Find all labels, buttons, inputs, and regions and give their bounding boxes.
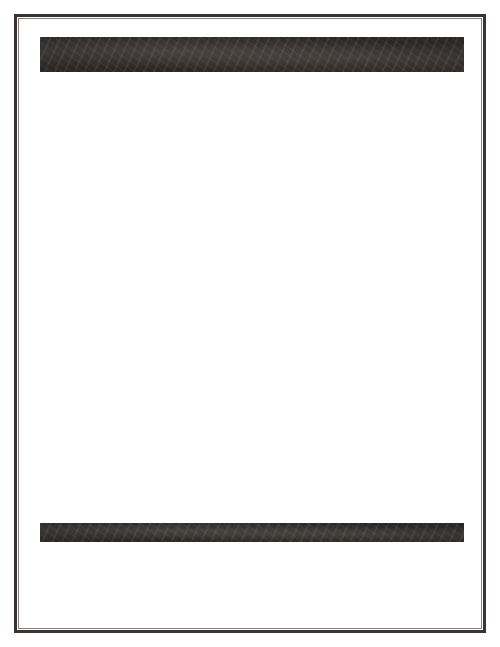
header-banner [40,37,464,72]
header-separator [450,50,454,59]
education-banner [40,523,464,542]
header-meta [450,50,454,59]
